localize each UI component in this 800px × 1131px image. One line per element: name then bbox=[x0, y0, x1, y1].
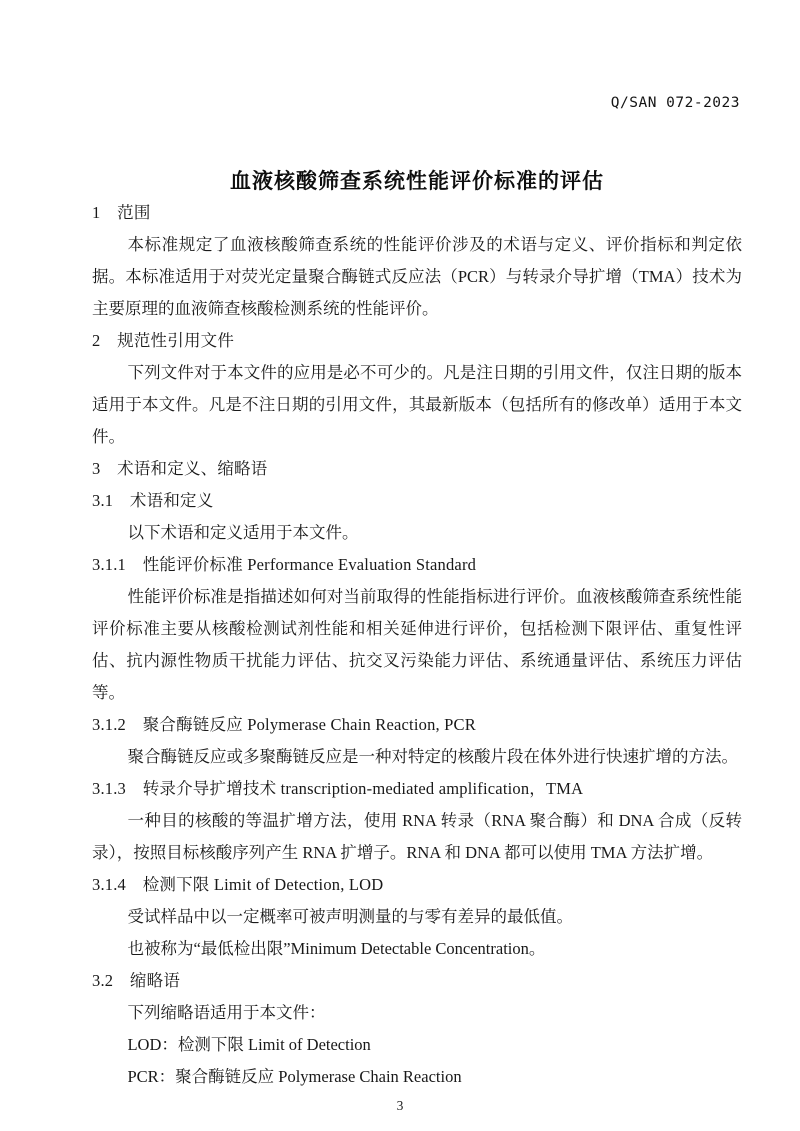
abbreviation-lod: LOD：检测下限 Limit of Detection bbox=[127, 1035, 371, 1054]
para-lod-definition: 受试样品中以一定概率可被声明测量的与零有差异的最低值。 bbox=[127, 907, 573, 926]
heading-2-normative-references: 2 规范性引用文件 bbox=[92, 331, 235, 350]
heading-3-1-2-pcr: 3.1.2 聚合酶链反应 Polymerase Chain Reaction, PCR bbox=[92, 715, 476, 734]
para-performance-evaluation-standard: 性能评价标准是指描述如何对当前取得的性能指标进行评价。血液核酸筛查系统性能评价标准主要从核酸检测试剂性能和相关延伸进行评价，包括检测下限评估、重复性评估、抗内源性物质干扰能力评估、抗交叉污染能力评估、系统通量评估、系统压力评估等。 bbox=[92, 587, 742, 702]
para-tma-definition: 一种目的核酸的等温扩增方法，使用 RNA 转录（RNA 聚合酶）和 DNA 合成（反转录），按照目标核酸序列产生 RNA 扩增子。RNA 和 DNA 都可以使用 TMA 方法扩增。 bbox=[92, 811, 742, 862]
document-body bbox=[92, 197, 742, 1093]
heading-3-terms-definitions-abbreviations: 3 术语和定义、缩略语 bbox=[92, 459, 268, 478]
doc-code: Q/SAN 072-2023 bbox=[610, 95, 740, 111]
heading-1-scope: 1 范围 bbox=[92, 203, 151, 222]
page-number: 3 bbox=[396, 1098, 404, 1113]
para-scope: 本标准规定了血液核酸筛查系统的性能评价涉及的术语与定义、评价指标和判定依据。本标准适用于对荧光定量聚合酶链式反应法（PCR）与转录介导扩增（TMA）技术为主要原理的血液筛查核酸检测系统的性能评价。 bbox=[92, 235, 742, 318]
page-title: 血液核酸筛查系统性能评价标准的评估 bbox=[230, 170, 604, 193]
abbreviation-pcr: PCR：聚合酶链反应 Polymerase Chain Reaction bbox=[127, 1067, 462, 1086]
para-terms-intro: 以下术语和定义适用于本文件。 bbox=[127, 523, 359, 542]
para-lod-alias: 也被称为“最低检出限”Minimum Detectable Concentration。 bbox=[127, 939, 546, 958]
heading-3-1-3-tma: 3.1.3 转录介导扩增技术 transcription-mediated amplification，TMA bbox=[92, 779, 584, 798]
heading-3-2-abbreviations: 3.2 缩略语 bbox=[92, 971, 181, 990]
para-pcr-definition: 聚合酶链反应或多聚酶链反应是一种对特定的核酸片段在体外进行快速扩增的方法。 bbox=[127, 747, 738, 766]
heading-3-1-4-lod: 3.1.4 检测下限 Limit of Detection, LOD bbox=[92, 875, 384, 894]
heading-3-1-1-performance-evaluation-standard: 3.1.1 性能评价标准 Performance Evaluation Standard bbox=[92, 555, 477, 574]
para-normative-references: 下列文件对于本文件的应用是必不可少的。凡是注日期的引用文件，仅注日期的版本适用于本文件。凡是不注日期的引用文件，其最新版本（包括所有的修改单）适用于本文件。 bbox=[92, 363, 742, 446]
heading-3-1-terms-definitions: 3.1 术语和定义 bbox=[92, 491, 214, 510]
para-abbreviations-intro: 下列缩略语适用于本文件： bbox=[127, 1003, 326, 1022]
